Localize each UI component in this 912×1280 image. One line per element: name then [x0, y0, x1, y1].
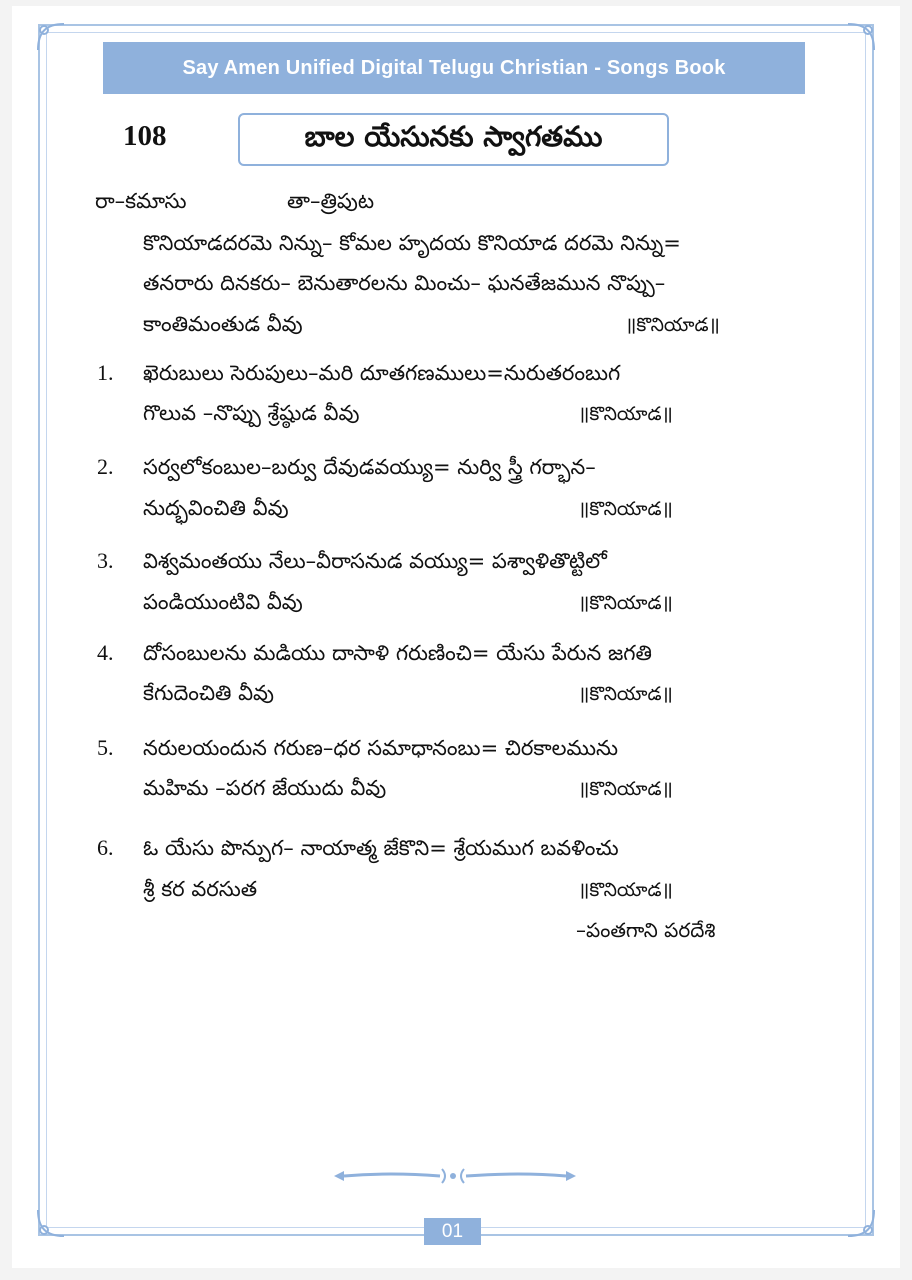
corner-flourish-icon: [844, 1206, 878, 1240]
header-bar: [103, 42, 805, 94]
refrain-marker: ॥కొనియాడ॥: [578, 683, 673, 705]
stanza-number: 2.: [97, 454, 114, 479]
stanza-number: 5.: [97, 735, 114, 760]
stanza-line: శ్రీ కర వరసుత: [143, 877, 258, 901]
song-title: బాల యేసునకు స్వాగతము: [304, 119, 603, 153]
refrain-marker: ॥కొనియాడ॥: [578, 592, 673, 614]
corner-flourish-icon: [844, 20, 878, 54]
book-title: Say Amen Unified Digital Telugu Christian - Songs Book: [182, 56, 726, 79]
pallavi-line: తనరారు దినకరు– బెనుతారలను మించు– ఘనతేజమున నొప్పు–: [143, 271, 666, 295]
song-title-box: [238, 113, 669, 166]
stanza-number: 3.: [97, 548, 114, 573]
stanza-line: నుద్భవించితి వీవు: [143, 496, 289, 520]
page-number: 01: [441, 1220, 464, 1242]
stanza-line: సర్వలోకంబుల–బర్వు దేవుడవయ్యు= నుర్వి స్త్రీ గర్భాన–: [143, 455, 596, 479]
refrain-marker: ॥కొనియాడ॥: [578, 879, 673, 901]
stanza-line: విశ్వమంతయు నేలు–వీరాసనుడ వయ్యు= పశ్వాళితొట్టిలో: [143, 549, 607, 573]
raga-label: రా–కమాసు: [95, 189, 187, 213]
refrain-marker: ॥కొనియాడ॥: [578, 498, 673, 520]
tala-label: తా–త్రిపుట: [287, 189, 375, 213]
refrain-marker: ॥కొనియాడ॥: [578, 403, 673, 425]
stanza-line: పండియుంటివి వీవు: [143, 590, 303, 614]
song-number: 108: [123, 120, 167, 152]
stanza-number: 6.: [97, 835, 114, 860]
refrain-marker: ॥కొనియాడ॥: [578, 778, 673, 800]
stanza-number: 1.: [97, 360, 114, 385]
stanza-line: దోసంబులను మడియు దాసాళి గరుణించి= యేసు పేరున జగతి: [143, 641, 652, 665]
page-number-badge: [424, 1218, 481, 1245]
stanza-number: 4.: [97, 640, 114, 665]
song-author: –పంతగాని పరదేశి: [576, 918, 716, 942]
stanza-line: ఓ యేసు పొన్పుగ– నాయాత్మ జేకొని= శ్రేయముగ బవళించు: [143, 836, 619, 860]
corner-flourish-icon: [34, 20, 68, 54]
stanza-line: నరులయందున గరుణ–ధర సమాధానంబు= చిరకాలమును: [143, 736, 618, 760]
stanza-line: కేగుదెంచితి వీవు: [143, 681, 275, 705]
refrain-marker: ॥కొనియాడ॥: [625, 314, 720, 336]
divider-ornament-icon: [330, 1166, 580, 1186]
stanza-line: ఖెరుబులు సెరుపులు–మరి దూతగణములు=నురుతరంబుగ: [143, 361, 621, 385]
corner-flourish-icon: [34, 1206, 68, 1240]
pallavi-line: కాంతిమంతుడ వీవు: [143, 312, 303, 336]
pallavi-line: కొనియాడదరమె నిన్ను– కోమల హృదయ కొనియాడ దరమె నిన్ను=: [143, 231, 681, 255]
stanza-line: గొలువ –నొప్పు శ్రేష్ఠుడ వీవు: [143, 401, 360, 425]
stanza-line: మహిమ –పరగ జేయుదు వీవు: [143, 776, 387, 800]
